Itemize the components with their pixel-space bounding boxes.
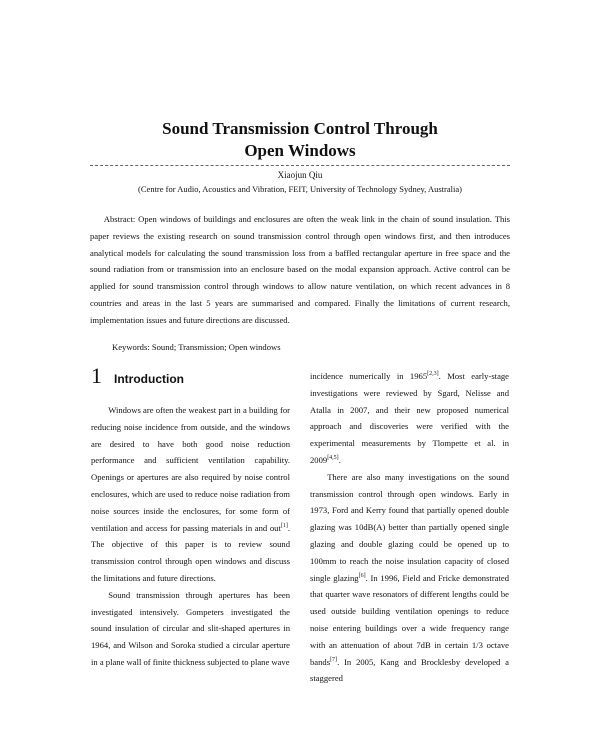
keywords: Keywords: Sound; Transmission; Open windows xyxy=(112,342,281,352)
paper-title-line-2: Open Windows xyxy=(244,141,356,160)
citation: [6] xyxy=(358,572,366,579)
intro-paragraph-3 xyxy=(310,469,509,687)
intro-paragraph-2-continued xyxy=(310,368,509,469)
author-name: Xiaojun Qiu xyxy=(277,170,323,180)
section-heading xyxy=(91,363,290,402)
abstract: Abstract: Open windows of buildings and enclosures are often the weak link in the chain of sound insulation. This paper reviews the existing research on sound transmission control through open windows first, and then introduces analytical models for calculating the sound transmission loss from a baffled rectangular aperture in free space and the sound radiation from or transmission into an enclosure based on the modal expansion approach. Active control can be applied for sound transmission control through windows to allow nature ventilation, on which recent advances in 8 countries and areas in the last 5 years are summarised and compared. Finally the limitations of current research, implementation issues and future directions are discussed. xyxy=(90,214,510,325)
intro-p3-b: . In 1996, Field and Fricke demonstrated that quarter wave resonators of different lengths could be used outside building ventilation openings to reduce noise entering buildings over a wide frequency range with an attenuation of about 7dB in certain 1/3 octave bands xyxy=(310,572,509,667)
intro-p3-c: . In 2005, Kang and Brocklesby developed a staggered xyxy=(310,656,509,684)
right-column xyxy=(310,368,509,687)
intro-paragraph-1 xyxy=(91,402,290,587)
intro-p2-cont-a: incidence numerically in 1965 xyxy=(310,371,428,381)
intro-p2-cont-c: . xyxy=(338,454,341,465)
intro-paragraph-2: Sound transmission through apertures has been investigated intensively. Gompeters investigated the sound insulation of circular and slit-shaped apertures in 1964, and Wilson and Soroka studied a circular aperture in a plane wall of finite thickness subjected to plane wave xyxy=(91,589,290,667)
paper-title-line-1: Sound Transmission Control Through xyxy=(162,119,438,138)
intro-p1-tail: . The objective of this paper is to review sound transmission control through open windows and discuss the limitations and future directions. xyxy=(91,522,290,583)
section-number: 1 xyxy=(91,363,102,388)
intro-p1-text: Windows are often the weakest part in a building for reducing noise incidence from outside, and the windows are desired to have both good noise reduction performance and sufficient ventilation capability. Openings or apertures are also required by noise control enclosures, which are used to reduce noise radiation from noise sources inside the enclosures, for some form of ventilation and access for passing materials in and out xyxy=(91,405,290,533)
intro-p2-cont-b: . Most early-stage investigations were reviewed by Sgard, Nelisse and Atalla in 2007, and their new proposed numerical approach and discoveries were verified with the experimental measurements by Tlompette et al. in 2009 xyxy=(310,371,509,465)
citation: [4,5] xyxy=(327,455,339,462)
title-divider xyxy=(90,165,510,166)
intro-p3-a: There are also many investigations on the sound transmission control through open windows. Early in 1973, Ford and Kerry found that partially opened double glazing was 10dB(A) better than partially opened single glazing and double glazing could be opened up to 100mm to reach the noise insulation capacity of closed single glazing xyxy=(310,471,509,583)
citation: [7] xyxy=(330,656,338,663)
citation: [2,3] xyxy=(427,371,439,378)
section-title: Introduction xyxy=(114,372,184,386)
left-column xyxy=(91,363,290,671)
citation: [1] xyxy=(280,522,288,529)
author-affiliation: (Centre for Audio, Acoustics and Vibration, FEIT, University of Technology Sydney, Australia) xyxy=(138,184,462,194)
